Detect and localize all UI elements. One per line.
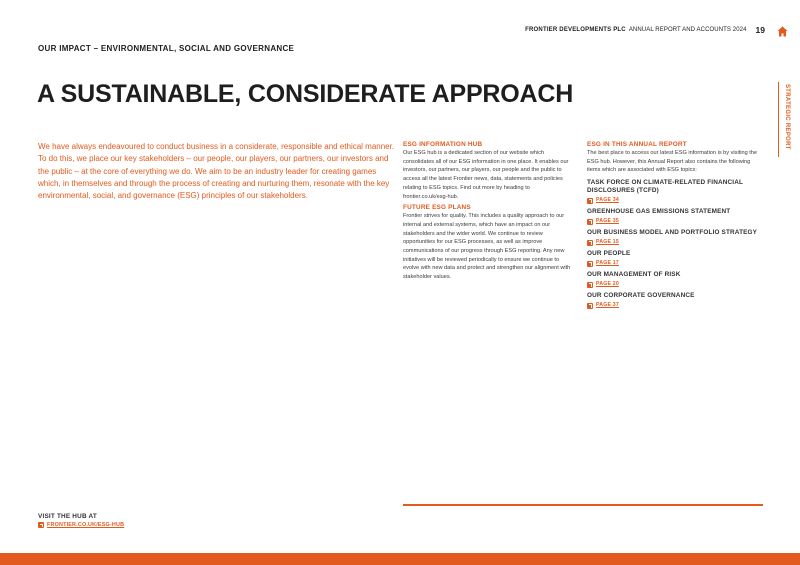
link-arrow-icon — [587, 198, 593, 204]
esg-hub-heading: ESG INFORMATION HUB — [403, 141, 483, 148]
page-link[interactable] — [587, 260, 765, 267]
list-item — [587, 271, 765, 288]
esg-item-title: OUR MANAGEMENT OF RISK — [587, 271, 681, 279]
column-divider — [403, 504, 763, 506]
esg-item-title: GREENHOUSE GAS EMISSIONS STATEMENT — [587, 208, 731, 216]
page-link[interactable] — [587, 239, 765, 246]
page-link[interactable] — [587, 281, 765, 288]
link-arrow-icon — [587, 261, 593, 267]
esg-hub-link-text[interactable]: FRONTIER.CO.UK/ESG-HUB — [47, 522, 125, 528]
right-column — [587, 141, 765, 309]
list-item — [587, 292, 765, 309]
page-link-text[interactable]: PAGE 37 — [596, 302, 619, 309]
page-link-text[interactable]: PAGE 20 — [596, 281, 619, 288]
link-arrow-icon — [587, 219, 593, 225]
annual-report-body: The best place to access our latest ESG information is by visiting the ESG hub. However, this Annual Report also contains the following items which are associated with ESG topics: — [587, 150, 758, 174]
link-arrow-icon — [38, 522, 44, 528]
page-header — [525, 24, 788, 35]
esg-item-title: OUR CORPORATE GOVERNANCE — [587, 292, 695, 300]
page-link-text[interactable]: PAGE 17 — [596, 260, 619, 267]
list-item — [587, 250, 765, 267]
esg-hub-body: Our ESG hub is a dedicated section of our website which consolidates all of our ESG information in one place. It enables our investors, our partners, our players, our people and the public to access all the latest Frontier news, data, statements and policies relating to ESG topics. Find out more by heading to frontier.co.uk/esg-hub. — [403, 150, 569, 200]
esg-item-title: OUR PEOPLE — [587, 250, 631, 258]
page-link[interactable] — [587, 218, 765, 225]
page-link-text[interactable]: PAGE 34 — [596, 197, 619, 204]
link-arrow-icon — [587, 303, 593, 309]
section-label: OUR IMPACT – ENVIRONMENTAL, SOCIAL AND GOVERNANCE — [38, 44, 295, 53]
list-item — [587, 179, 765, 204]
list-item — [587, 208, 765, 225]
home-icon[interactable] — [777, 24, 788, 35]
middle-column — [403, 141, 573, 282]
link-arrow-icon — [587, 240, 593, 246]
page-link[interactable] — [587, 197, 765, 204]
intro-paragraph: We have always endeavoured to conduct business in a considerate, responsible and ethical manner. To do this, we place our key stakeholders – our people, our players, our partners, our investors and the public – at the core of everything we do. We aim to be an industry leader for creating games which, in themselves and through the process of creating and nurturing them, resonate with the key environmental, social, and governance (ESG) principles of our stakeholders. — [38, 142, 395, 201]
report-title: ANNUAL REPORT AND ACCOUNTS 2024 — [628, 26, 747, 33]
esg-item-title: OUR BUSINESS MODEL AND PORTFOLIO STRATEGY — [587, 229, 758, 237]
page-number: 19 — [755, 24, 765, 35]
page-link[interactable] — [587, 302, 765, 309]
annual-report-heading: ESG IN THIS ANNUAL REPORT — [587, 141, 687, 148]
page-title: A SUSTAINABLE, CONSIDERATE APPROACH — [37, 80, 574, 108]
side-tab[interactable] — [778, 82, 800, 157]
link-arrow-icon — [587, 282, 593, 288]
future-plans-heading: FUTURE ESG PLANS — [403, 204, 471, 212]
esg-hub-link[interactable] — [38, 522, 124, 528]
company-name: FRONTIER DEVELOPMENTS PLC — [525, 26, 626, 33]
page-link-text[interactable]: PAGE 35 — [596, 218, 619, 225]
future-plans-body: Frontier strives for quality. This includes a quality approach to our internal and external systems, which have an impact on our stakeholders and the wider world. We continue to review opportunities for our ESG processes, as well as improve communications of our progress through ESG reporting. Any new initiatives will be reviewed periodically to ensure we continue to evolve with new data and protect and strengthen our alignment with stakeholder values. — [403, 213, 571, 281]
footer-bar — [0, 553, 800, 565]
list-item — [587, 229, 765, 246]
page-link-text[interactable]: PAGE 15 — [596, 239, 619, 246]
esg-item-title: TASK FORCE ON CLIMATE-RELATED FINANCIAL DISCLOSURES (TCFD) — [587, 179, 743, 195]
esg-item-list — [587, 179, 765, 309]
side-tab-label: STRATEGIC REPORT — [784, 84, 790, 150]
visit-hub-label: VISIT THE HUB AT — [38, 513, 97, 520]
